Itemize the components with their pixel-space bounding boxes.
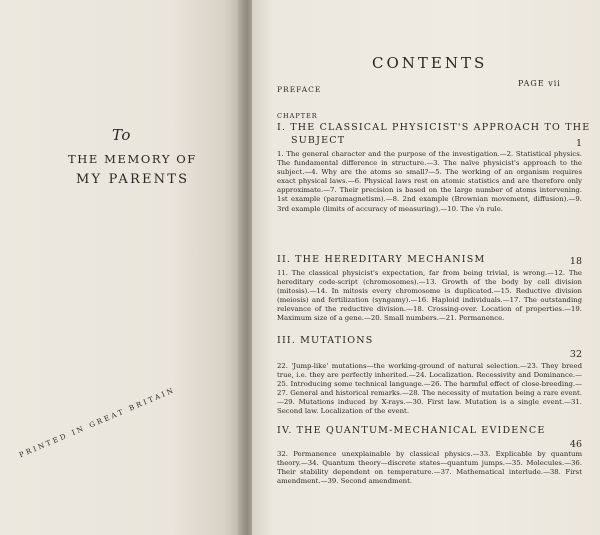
- chapter-summary: 11. The classical physicist's expectation, far from being trivial, is wrong.—12. The hereditary code-script (chromosomes).—13. Growth of the body by cell division (mitosis).—14. In mitosis every chromosome is duplicated.—15. Reductive division (meiosis) and fertilization (syngamy).—16. Haploid individuals.—17. The outstanding relevance of the reductive division.—18. Crossing-over. Location of properties.—19. Maximum size of a gene.—20. Small numbers.—21. Permanence.: [277, 269, 582, 323]
- chapter-title: THE QUANTUM-MECHANICAL EVIDENCE: [296, 425, 546, 436]
- chapter-label: CHAPTER: [277, 112, 318, 120]
- chapter-entry: [277, 335, 582, 417]
- chapter-title: THE CLASSICAL PHYSICIST'S APPROACH TO THE: [290, 122, 591, 133]
- preface-label: PREFACE: [277, 85, 322, 94]
- chapter-title-continued: SUBJECT: [291, 135, 346, 146]
- chapter-page: 18: [569, 256, 582, 267]
- chapter-heading: [277, 254, 582, 265]
- chapter-entry: [277, 254, 582, 324]
- preface-page: PAGE vii: [518, 79, 561, 88]
- dedication-parents: MY PARENTS: [76, 172, 190, 187]
- chapter-title: MUTATIONS: [300, 335, 374, 346]
- chapter-summary: 1. The general character and the purpose of the investigation.—2. Statistical physics. The fundamental difference in structure.—3. The naïve physicist's approach to the subject.—4. Why are the atoms so small?—5. The working of an organism requires exact physical laws.—6. Physical laws rest on atomic statistics and are therefore only approximate.—7. Their precision is based on the large number of atoms intervening. 1st example (paramagnetism).—8. 2nd example (Brownian movement, diffusion).—9. 3rd example (limits of accuracy of measuring).—10. The √n rule.: [277, 150, 582, 213]
- left-page: [0, 0, 244, 535]
- chapter-number: II.: [277, 254, 292, 265]
- chapter-page: 46: [569, 439, 582, 450]
- chapter-heading: [277, 425, 582, 436]
- chapter-title: THE HEREDITARY MECHANISM: [295, 254, 486, 265]
- contents-title: CONTENTS: [372, 54, 488, 72]
- printed-in-great-britain: PRINTED IN GREAT BRITAIN: [18, 385, 177, 460]
- dedication-memory: THE MEMORY OF: [68, 152, 197, 166]
- chapter-summary: 32. Permanence unexplainable by classical physics.—33. Explicable by quantum theory.—34. Quantum theory—discrete states—quantum jumps.—35. Molecules.—36. Their stability dependent on temperature.—37. Mathematical interlude.—38. First amendment.—39. Second amendment.: [277, 450, 582, 486]
- chapter-heading: [277, 122, 591, 133]
- chapter-entry: [277, 425, 582, 486]
- chapter-summary: 22. 'Jump-like' mutations—the working-ground of natural selection.—23. They breed true, i.e. they are perfectly inherited.—24. Localization. Recessivity and Dominance.—25. Introducing some technical language.—26. The harmful effect of close-breeding.—27. General and historical remarks.—28. The necessity of mutation being a rare event.—29. Mutations induced by X-rays.—30. First law. Mutation is a single event.—31. Second law. Localization of the event.: [277, 362, 582, 416]
- chapter-page: 32: [569, 349, 582, 360]
- chapter-number: III.: [277, 335, 297, 346]
- chapter-page: 1: [575, 138, 582, 149]
- dedication-to: To: [112, 126, 131, 144]
- chapter-number: IV.: [277, 425, 293, 436]
- chapter-entry: [277, 122, 591, 214]
- chapter-number: I.: [277, 122, 287, 133]
- chapter-heading: [277, 335, 582, 346]
